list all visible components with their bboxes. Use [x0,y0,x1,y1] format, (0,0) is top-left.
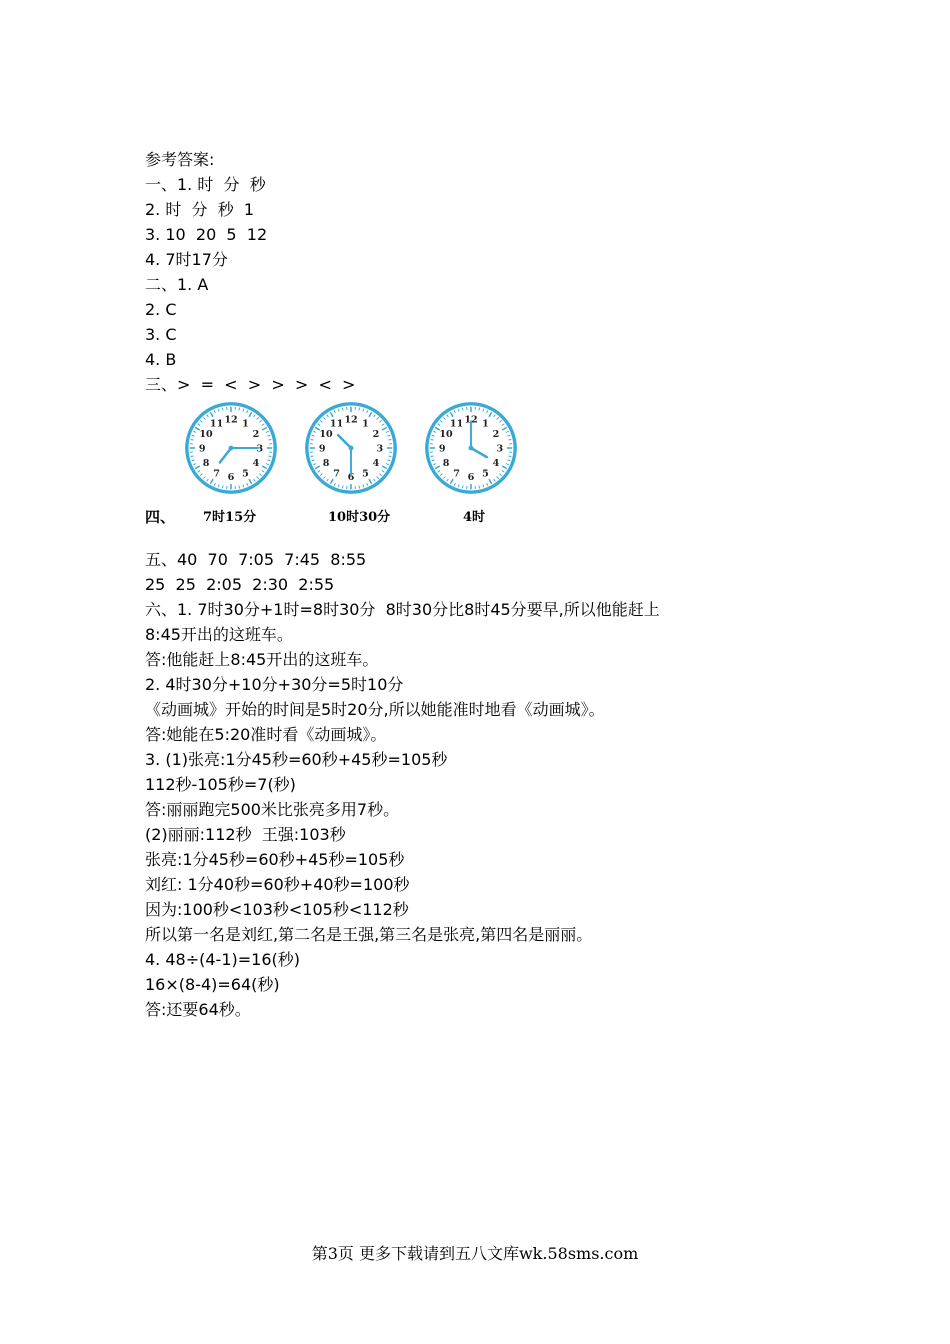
answer-line: 《动画城》开始的时间是5时20分,所以她能准时地看《动画城》。 [145,700,605,719]
clock-tick [342,408,343,411]
clock-number: 7 [333,468,340,480]
answer-line: 答:还要64秒。 [145,1000,251,1019]
clock-number: 8 [442,457,450,469]
clock-face-2 [303,400,399,496]
clock-number: 8 [202,457,210,469]
clock-number: 6 [347,472,355,484]
clock-number: 4 [492,457,500,469]
clock-tick [509,456,512,457]
clock-number: 4 [372,457,380,469]
answer-line: 五、40 70 7:05 7:45 8:55 [145,550,367,569]
clock-number: 11 [329,418,344,430]
answer-line: 刘红: 1分40秒=60秒+40秒=100秒 [145,875,410,894]
clock-number: 8 [322,457,330,469]
answer-line: 二、1. A [145,275,209,294]
answer-line: 3. C [145,325,177,344]
answer-line: 所以第一名是刘红,第二名是王强,第三名是张亮,第四名是丽丽。 [145,925,593,944]
clock-face-1 [183,400,279,496]
clock-center [469,446,474,451]
answer-line: (2)丽丽:112秒 王强:103秒 [145,825,346,844]
clock-number: 9 [198,443,206,455]
clock-tick [462,408,463,411]
clock-tick [239,408,240,411]
clock-tick [269,456,272,457]
clock-tick [359,486,360,489]
answer-line: 因为:100秒<103秒<105秒<112秒 [145,900,409,919]
answer-line: 3. (1)张亮:1分45秒=60秒+45秒=105秒 [145,750,448,769]
answer-line: 答:他能赶上8:45开出的这班车。 [145,650,379,669]
clock-number: 2 [492,428,500,440]
clock-center [349,446,354,451]
answer-line: 112秒-105秒=7(秒) [145,775,296,794]
answer-line: 25 25 2:05 2:30 2:55 [145,575,335,594]
clock-number: 6 [467,472,475,484]
clock-number: 2 [252,428,260,440]
clock-center [229,446,234,451]
clock-number: 1 [482,418,489,430]
answer-line: 16×(8-4)=64(秒) [145,975,280,994]
clock-number: 4 [252,457,260,469]
clock-tick [509,439,512,440]
clock-tick [359,408,360,411]
clock-tick [479,408,480,411]
clock-number: 9 [438,443,446,455]
clock-tick [191,456,194,457]
clock-tick [479,486,480,489]
section-four-label: 四、 [145,508,176,526]
clock-caption-2: 10时30分 [328,510,391,525]
clock-tick [431,456,434,457]
clock-caption-3: 4时 [463,510,486,525]
clock-number: 1 [242,418,249,430]
answer-line: 六、1. 7时30分+1时=8时30分 8时30分比8时45分要早,所以他能赶上 [145,600,660,619]
answer-block-bottom [145,547,845,1022]
clock-number: 3 [256,443,264,455]
clock-number: 9 [318,443,326,455]
clock-tick [311,456,314,457]
answer-line: 4. 7时17分 [145,250,228,269]
clock-number: 11 [449,418,464,430]
clock-number: 5 [362,468,369,480]
clock-tick [389,439,392,440]
answer-line: 4. 48÷(4-1)=16(秒) [145,950,300,969]
clock-number: 12 [224,414,238,426]
clock-tick [191,439,194,440]
answer-line: 4. B [145,350,177,369]
answer-line: 一、1. 时 分 秒 [145,175,266,194]
clock-number: 5 [242,468,249,480]
answer-header: 参考答案: [145,150,215,169]
clock-tick [462,486,463,489]
clock-number: 10 [319,428,333,440]
answer-line: 答:丽丽跑完500米比张亮多用7秒。 [145,800,400,819]
clock-number: 11 [209,418,224,430]
clock-number: 10 [439,428,453,440]
clock-tick [222,408,223,411]
clock-number: 3 [496,443,504,455]
clock-number: 10 [199,428,213,440]
clock-number: 2 [372,428,380,440]
clock-number: 7 [453,468,460,480]
answer-line: 答:她能在5:20准时看《动画城》。 [145,725,387,744]
clock-tick [311,439,314,440]
answer-line: 2. 4时30分+10分+30分=5时10分 [145,675,404,694]
clock-tick [431,439,434,440]
clock-number: 6 [227,472,235,484]
clock-tick [269,439,272,440]
answer-line: 2. 时 分 秒 1 [145,200,255,219]
clock-number: 7 [213,468,220,480]
clock-number: 5 [482,468,489,480]
clock-number: 12 [464,414,478,426]
answer-line: 张亮:1分45秒=60秒+45秒=105秒 [145,850,405,869]
answer-line: 3. 10 20 5 12 [145,225,268,244]
page-footer: 第3页 更多下载请到五八文库wk.58sms.com [311,1244,639,1263]
clock-tick [222,486,223,489]
answer-block-top [145,147,845,397]
clock-face-3 [423,400,519,496]
clock-caption-1: 7时15分 [203,510,257,525]
clock-tick [342,486,343,489]
answer-line: 2. C [145,300,177,319]
clock-number: 12 [344,414,358,426]
clock-answers [145,400,845,530]
clock-number: 1 [362,418,369,430]
clock-tick [389,456,392,457]
clock-tick [239,486,240,489]
clock-number: 3 [376,443,384,455]
answer-line: 8:45开出的这班车。 [145,625,293,644]
answer-line: 三、> = < > > > < > [145,375,356,394]
